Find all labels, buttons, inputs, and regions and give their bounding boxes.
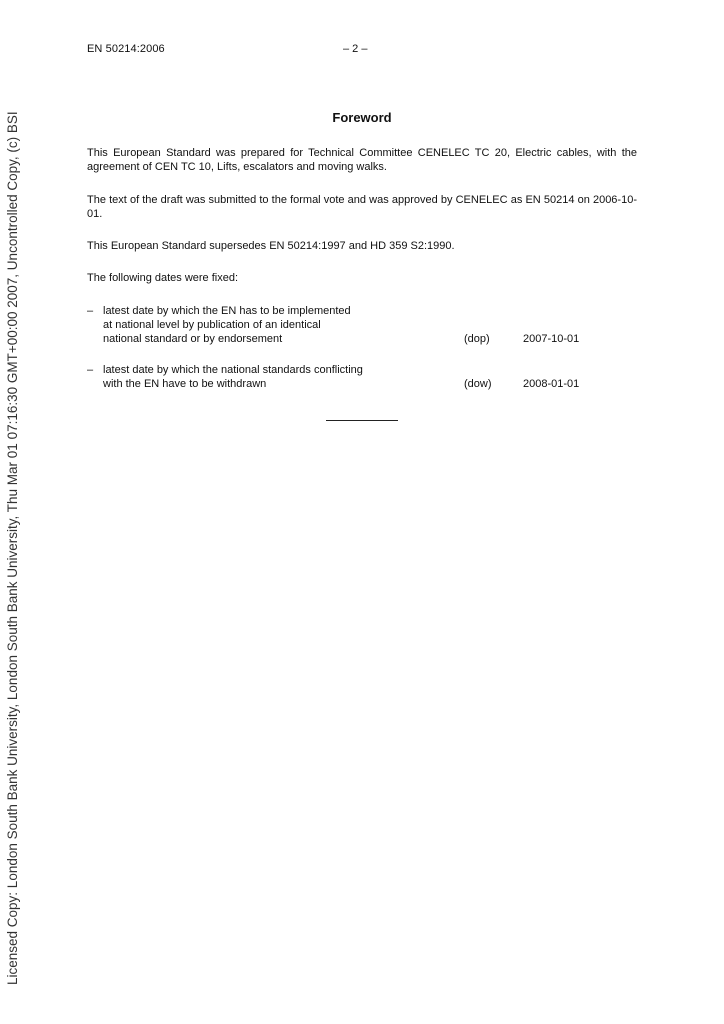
- section-end-rule: [326, 420, 398, 421]
- list-dash: –: [87, 305, 94, 317]
- description-line: latest date by which the EN has to be implemented: [103, 305, 351, 317]
- date-value: 2008-01-01: [523, 378, 580, 390]
- license-watermark: Licensed Copy: London South Bank University, London South Bank University, Thu Mar 01 07:16:30 GMT+00:00 2007, Uncontrolled Copy, (c) BSI: [5, 111, 20, 985]
- date-item-description: [103, 304, 433, 346]
- paragraph-approval: The text of the draft was submitted to the formal vote and was approved by CENELEC as EN 50214 on 2006-10-01.: [87, 194, 637, 220]
- page-number: – 2 –: [343, 43, 368, 55]
- date-abbreviation: (dop): [464, 333, 490, 345]
- description-line: at national level by publication of an identical: [103, 319, 321, 331]
- description-line: with the EN have to be withdrawn: [103, 378, 267, 390]
- date-item-description: [103, 363, 433, 391]
- date-abbreviation: (dow): [464, 378, 492, 390]
- paragraph-dates-intro: The following dates were fixed:: [87, 272, 239, 284]
- page-title: Foreword: [332, 110, 392, 125]
- document-id: EN 50214:2006: [87, 43, 165, 55]
- description-line: national standard or by endorsement: [103, 333, 283, 345]
- description-line: latest date by which the national standards conflicting: [103, 364, 363, 376]
- date-value: 2007-10-01: [523, 333, 580, 345]
- paragraph-supersedes: This European Standard supersedes EN 50214:1997 and HD 359 S2:1990.: [87, 240, 455, 252]
- paragraph-prepared-by: This European Standard was prepared for Technical Committee CENELEC TC 20, Electric cables, with the agreement of CEN TC 10, Lifts, escalators and moving walks.: [87, 147, 637, 173]
- list-dash: –: [87, 364, 94, 376]
